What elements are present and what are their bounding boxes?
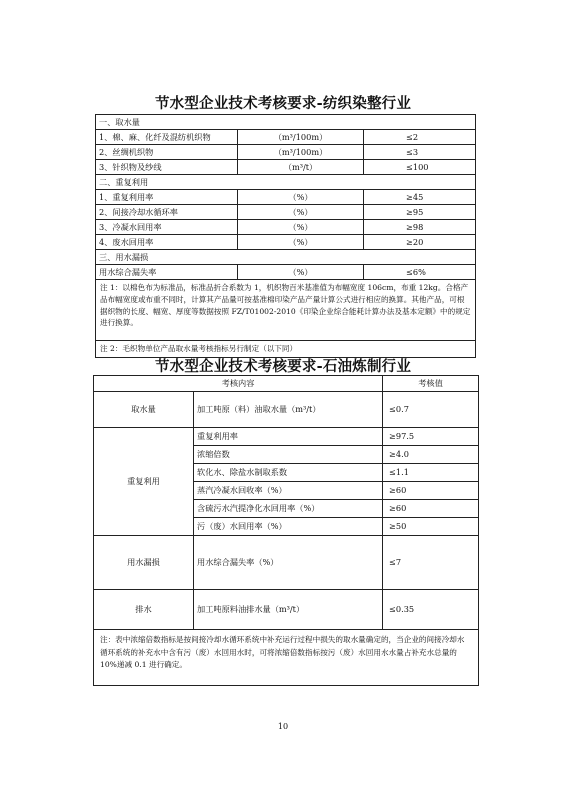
category-cell: 重复利用 (94, 428, 194, 536)
value-cell: ≤1.1 (383, 464, 479, 482)
item-cell: 重复利用率 (194, 428, 383, 446)
table-row (94, 590, 479, 630)
value-cell: ≥95 (364, 205, 476, 220)
item-cell: 用水综合漏失率（%） (194, 536, 383, 590)
table-row (96, 265, 476, 280)
table-row (96, 220, 476, 235)
category-cell: 排水 (94, 590, 194, 630)
header-row (94, 376, 479, 392)
section-header-row (96, 115, 476, 130)
item-cell: 用水综合漏失率 (96, 265, 238, 280)
value-cell: ≤0.7 (383, 392, 479, 428)
unit-cell: （m³/100m） (238, 145, 364, 160)
item-cell: 污（废）水回用率（%） (194, 518, 383, 536)
value-cell: ≤2 (364, 130, 476, 145)
table-row (94, 536, 479, 590)
value-cell: ≥20 (364, 235, 476, 250)
value-cell: ≤6% (364, 265, 476, 280)
unit-cell: （%） (238, 235, 364, 250)
value-cell: ≥45 (364, 190, 476, 205)
page-number: 10 (277, 722, 289, 731)
item-cell: 浓缩倍数 (194, 446, 383, 464)
item-cell: 1、重复利用率 (96, 190, 238, 205)
item-cell: 3、冷凝水回用率 (96, 220, 238, 235)
table-row (96, 235, 476, 250)
header-value: 考核值 (383, 376, 479, 392)
unit-cell: （%） (238, 190, 364, 205)
item-cell: 4、废水回用率 (96, 235, 238, 250)
table-row (96, 190, 476, 205)
table2-note: 注：表中浓缩倍数指标是按间接冷却水循环系统中补充运行过程中损失的取水量确定的，当企业的间接冷却水循环系统的补充水中含有污（废）水回用水时，可将浓缩倍数指标按污（废）水回用水水量占补充水总量的 10%递减 0.1 进行确定。 (94, 630, 479, 686)
textile-requirements-table (95, 114, 476, 358)
value-cell: ≥98 (364, 220, 476, 235)
table1-title: 节水型企业技术考核要求-纺织染整行业 (154, 95, 412, 112)
value-cell: ≤100 (364, 160, 476, 175)
table-row (96, 145, 476, 160)
item-cell: 3、针织物及纱线 (96, 160, 238, 175)
item-cell: 加工吨原（料）油取水量（m³/t） (194, 392, 383, 428)
note-row (94, 630, 479, 686)
value-cell: ≥50 (383, 518, 479, 536)
value-cell: ≤0.35 (383, 590, 479, 630)
item-cell: 软化水、除盐水制取系数 (194, 464, 383, 482)
petroleum-requirements-table (93, 375, 479, 686)
note-2: 注 2：毛织物单位产品取水量考核指标另行制定（以下同） (96, 341, 476, 358)
table-row (96, 205, 476, 220)
header-content: 考核内容 (94, 376, 383, 392)
unit-cell: （%） (238, 220, 364, 235)
item-cell: 2、丝绸机织物 (96, 145, 238, 160)
table-row (94, 428, 479, 446)
section-header: 三、用水漏损 (96, 250, 476, 265)
item-cell: 含硫污水汽提净化水回用率（%） (194, 500, 383, 518)
value-cell: ≤3 (364, 145, 476, 160)
value-cell: ≤7 (383, 536, 479, 590)
item-cell: 加工吨原料油排水量（m³/t） (194, 590, 383, 630)
section-header: 二、重复利用 (96, 175, 476, 190)
value-cell: ≥97.5 (383, 428, 479, 446)
table2-title: 节水型企业技术考核要求-石油炼制行业 (154, 358, 412, 375)
table-row (96, 160, 476, 175)
value-cell: ≥60 (383, 482, 479, 500)
unit-cell: （m³/100m） (238, 130, 364, 145)
item-cell: 2、间接冷却水循环率 (96, 205, 238, 220)
unit-cell: （%） (238, 205, 364, 220)
unit-cell: （m³/t） (238, 160, 364, 175)
unit-cell: （%） (238, 265, 364, 280)
section-header: 一、取水量 (96, 115, 476, 130)
section-header-row (96, 250, 476, 265)
table-row (96, 130, 476, 145)
item-cell: 蒸汽冷凝水回收率（%） (194, 482, 383, 500)
category-cell: 用水漏损 (94, 536, 194, 590)
note-1: 注 1：以棉色布为标准品，标准品折合系数为 1，机织物百米基准值为布幅宽度 106cm，布重 12kg。合格产品布幅宽度或布重不同时，计算其产品量可按基准棉印染产品产量计算公式进行相应的换算。其他产品，可根据织物的长度、幅宽、厚度等数据按照 FZ/T01002-2010《印染企业综合能耗计算办法及基本定额》中的规定进行换算。 (96, 280, 476, 341)
item-cell: 1、棉、麻、化纤及混纺机织物 (96, 130, 238, 145)
note-row (96, 280, 476, 341)
value-cell: ≥60 (383, 500, 479, 518)
value-cell: ≥4.0 (383, 446, 479, 464)
category-cell: 取水量 (94, 392, 194, 428)
table-row (94, 392, 479, 428)
section-header-row (96, 175, 476, 190)
